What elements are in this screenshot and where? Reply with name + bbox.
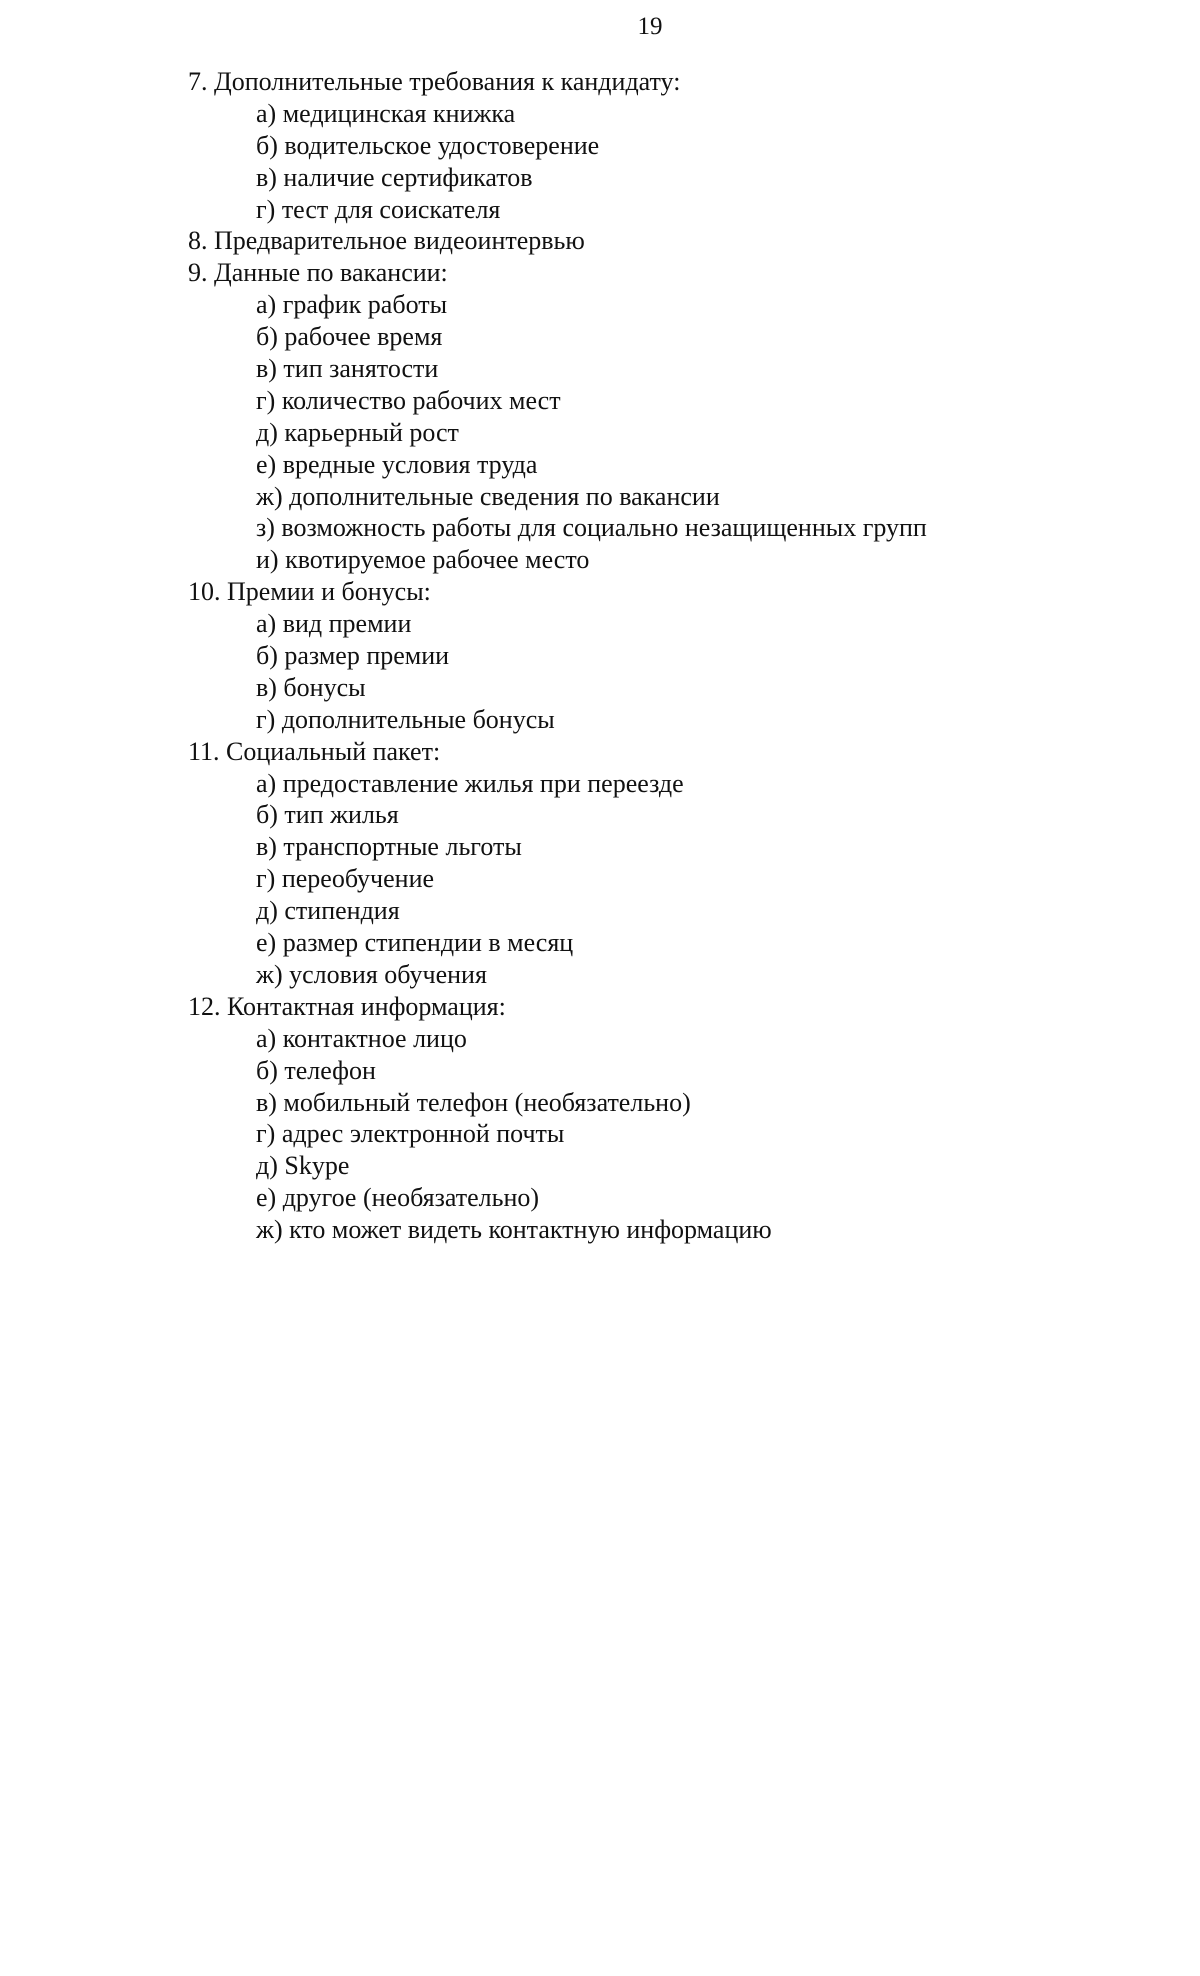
list-item: г) тест для соискателя <box>256 194 501 224</box>
list-item: ж) условия обучения <box>256 959 487 989</box>
list-item: а) предоставление жилья при переезде <box>256 768 684 798</box>
section-heading: 11. Социальный пакет: <box>188 736 441 766</box>
document-body <box>0 66 1200 1246</box>
list-item: е) размер стипендии в месяц <box>256 928 574 958</box>
list-item: е) вредные условия труда <box>256 449 538 479</box>
list-item: в) транспортные льготы <box>256 832 522 862</box>
list-item: б) водительское удостоверение <box>256 130 600 160</box>
list-item: в) мобильный телефон (необязательно) <box>256 1087 691 1117</box>
list-item: е) другое (необязательно) <box>256 1183 540 1213</box>
section-heading: 7. Дополнительные требования к кандидату: <box>188 67 681 96</box>
section-heading: 8. Предварительное видеоинтервью <box>188 226 585 256</box>
list-item: ж) дополнительные сведения по вакансии <box>256 481 720 511</box>
section-heading: 12. Контактная информация: <box>188 991 506 1021</box>
list-item: и) квотируемое рабочее место <box>256 545 590 575</box>
list-item: а) график работы <box>256 290 448 320</box>
list-item: ж) кто может видеть контактную информацию <box>256 1215 772 1245</box>
list-item: в) бонусы <box>256 672 366 702</box>
list-item: д) карьерный рост <box>256 417 459 447</box>
list-item: а) медицинская книжка <box>256 98 516 128</box>
page-number: 19 <box>637 13 663 40</box>
list-item: а) контактное лицо <box>256 1023 467 1053</box>
list-item: д) Skype <box>256 1151 350 1181</box>
list-item: з) возможность работы для социально незащищенных групп <box>256 513 927 543</box>
list-item: в) наличие сертификатов <box>256 162 533 192</box>
list-item: д) стипендия <box>256 896 400 926</box>
list-item: г) дополнительные бонусы <box>256 704 555 734</box>
list-item: б) рабочее время <box>256 322 443 352</box>
list-item: г) количество рабочих мест <box>256 385 561 415</box>
list-item: б) тип жилья <box>256 800 399 830</box>
list-item: г) переобучение <box>256 864 435 894</box>
section-heading: 10. Премии и бонусы: <box>188 577 431 607</box>
list-item: б) телефон <box>256 1055 376 1085</box>
section-heading: 9. Данные по вакансии: <box>188 258 448 288</box>
list-item: г) адрес электронной почты <box>256 1119 565 1149</box>
list-item: а) вид премии <box>256 609 412 639</box>
list-item: в) тип занятости <box>256 354 439 384</box>
list-item: б) размер премии <box>256 641 450 671</box>
